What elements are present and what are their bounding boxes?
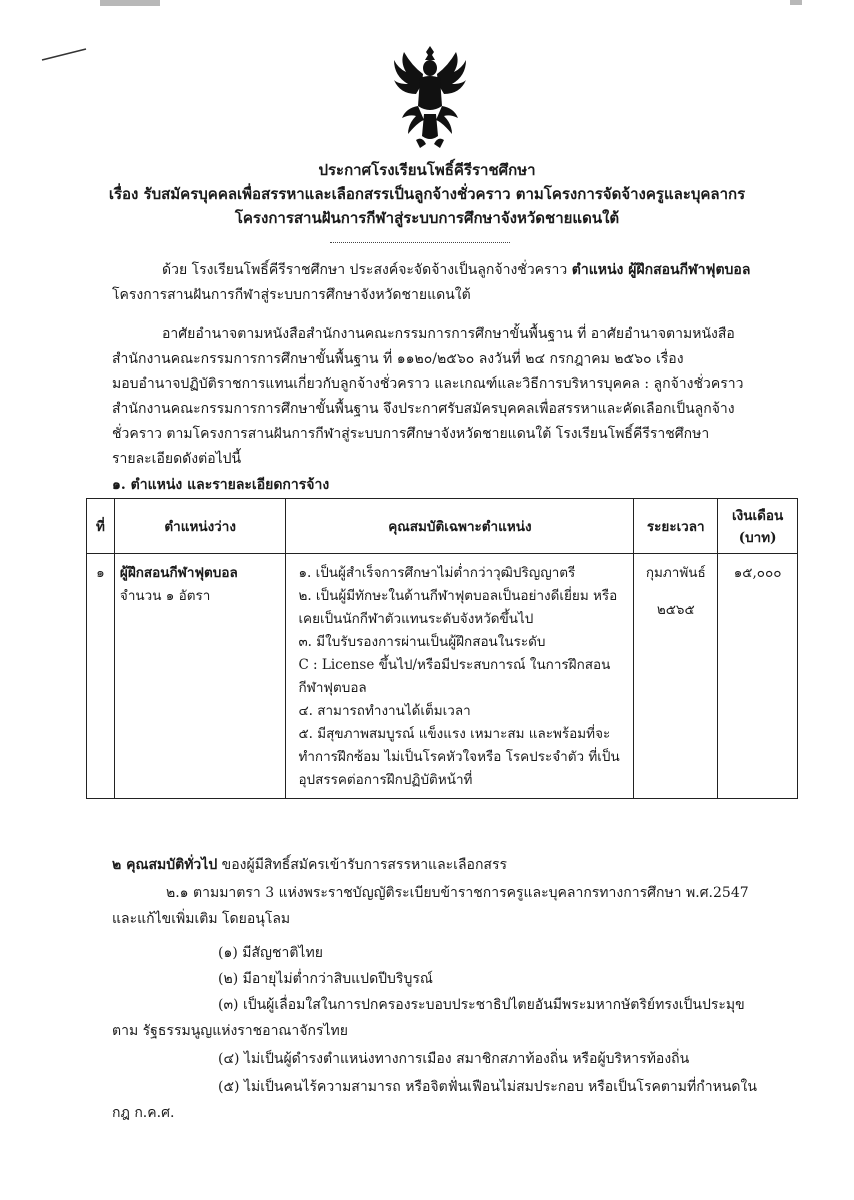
subject-line-1: เรื่อง รับสมัครบุคคลเพื่อสรรหาและเลือกสรรเป็นลูกจ้างชั่วคราว ตามโครงการจัดจ้างครูและบุคลากร — [108, 185, 746, 203]
general-item: (๓) เป็นผู้เลื่อมใสในการปกครองระบอบประชาธิปไตยอันมีพระมหากษัตริย์ทรงเป็นประมุข — [218, 997, 745, 1013]
header-period: ระยะเวลา — [634, 499, 718, 554]
header-qualification: คุณสมบัติเฉพาะตำแหน่ง — [286, 499, 634, 554]
authority-line: อาศัยอำนาจตามหนังสือสำนักงานคณะกรรมการการศึกษาขั้นพื้นฐาน ที่ อาศัยอำนาจตามหนังสือ — [162, 326, 735, 342]
general-item: (๕) ไม่เป็นคนไร้ความสามารถ หรือจิตฟั่นเฟือนไม่สมประกอบ หรือเป็นโรคตามที่กำหนดใน — [218, 1079, 757, 1095]
subject-line-2: โครงการสานฝันการกีฬาสู่ระบบการศึกษาจังหวัดชายแดนใต้ — [234, 209, 620, 227]
position-highlight: ตำแหน่ง ผู้ฝึกสอนกีฬาฟุตบอล — [571, 262, 751, 278]
authority-line: สำนักงานคณะกรรมการการศึกษาขั้นพื้นฐาน ที่ ๑๑๒๐/๒๕๖๐ ลงวันที่ ๒๔ กรกฎาคม ๒๕๖๐ เรื่อง — [112, 351, 684, 367]
general-item-continued: ตาม รัฐธรรมนูญแห่งราชอาณาจักรไทย — [112, 1023, 348, 1039]
header-salary-line1: เงินเดือน — [732, 508, 784, 524]
section-2-1-line-1: ๒.๑ ตามมาตรา 3 แห่งพระราชบัญญัติระเบียบข้าราชการครูและบุคลากรทางการศึกษา พ.ศ.2547 — [166, 885, 749, 901]
qualification-line: ๔. สามารถทำงานได้เต็มเวลา — [298, 703, 471, 719]
section-2-heading-rest: ของผู้มีสิทธิ์สมัครเข้ารับการสรรหาและเลือกสรร — [217, 857, 508, 873]
title-divider — [330, 242, 510, 243]
section-2-heading-bold: ๒ คุณสมบัติทั่วไป — [112, 857, 218, 873]
period-month: กุมภาพันธ์ — [645, 565, 706, 581]
intro-line-2: โครงการสานฝันการกีฬาสู่ระบบการศึกษาจังหวัดชายแดนใต้ — [112, 287, 471, 303]
row-salary: ๑๕,๐๐๐ — [718, 554, 798, 799]
positions-table — [86, 498, 798, 799]
scan-mark-top-right — [790, 0, 802, 5]
authority-line: สำนักงานคณะกรรมการการศึกษาขั้นพื้นฐาน จึงประกาศรับสมัครบุคคลเพื่อสรรหาและคัดเลือกเป็นลูกจ้าง — [112, 401, 735, 417]
header-no: ที่ — [87, 499, 115, 554]
garuda-emblem — [392, 44, 468, 152]
authority-line: ชั่วคราว ตามโครงการสานฝันการกีฬาสู่ระบบการศึกษาจังหวัดชายแดนใต้ โรงเรียนโพธิ์คีรีราชศึกษา — [112, 426, 710, 442]
general-item-continued: กฎ ก.ค.ศ. — [112, 1105, 175, 1121]
qualification-line: อุปสรรคต่อการฝึกปฏิบัติหน้าที่ — [298, 772, 473, 788]
section-1-heading: ๑. ตำแหน่ง และรายละเอียดการจ้าง — [112, 477, 330, 493]
section-2-1-line-2: และแก้ไขเพิ่มเติม โดยอนุโลม — [112, 911, 291, 927]
table-header-row — [87, 499, 798, 554]
qualification-line: ๑. เป็นผู้สำเร็จการศึกษาไม่ต่ำกว่าวุฒิปริญญาตรี — [298, 565, 576, 581]
qualification-line: ๓. มีใบรับรองการผ่านเป็นผู้ฝึกสอนในระดับ — [298, 634, 546, 650]
row-qualifications — [286, 554, 634, 799]
qualification-line: C : License ขึ้นไป/หรือมีประสบการณ์ ในการฝึกสอน — [298, 657, 611, 673]
period-year: ๒๕๖๕ — [656, 602, 695, 618]
general-item: (๔) ไม่เป็นผู้ดำรงตำแหน่งทางการเมือง สมาชิกสภาท้องถิ่น หรือผู้บริหารท้องถิ่น — [218, 1051, 690, 1067]
header-position: ตำแหน่งว่าง — [114, 499, 286, 554]
announcement-title: ประกาศโรงเรียนโพธิ์คีรีราชศึกษา — [318, 161, 536, 179]
header-salary — [718, 499, 798, 554]
qualification-line: ๕. มีสุขภาพสมบูรณ์ แข็งแรง เหมาะสม และพร้อมที่จะ — [298, 726, 611, 742]
row-period — [634, 554, 718, 799]
qualification-line: ทำการฝึกซ้อม ไม่เป็นโรคหัวใจหรือ โรคประจำตัว ที่เป็น — [298, 749, 620, 765]
position-count: จำนวน ๑ อัตรา — [119, 588, 211, 604]
header-salary-line2: (บาท) — [738, 530, 777, 546]
qualification-line: ๒. เป็นผู้มีทักษะในด้านกีฬาฟุตบอลเป็นอย่างดีเยี่ยม หรือ — [298, 588, 618, 604]
qualification-line: กีฬาฟุตบอล — [298, 680, 367, 696]
table-row — [87, 554, 798, 799]
row-no: ๑ — [87, 554, 115, 799]
intro-text-1a: ด้วย โรงเรียนโพธิ์คีรีราชศึกษา ประสงค์จะจัดจ้างเป็นลูกจ้างชั่วคราว — [162, 262, 572, 278]
general-item: (๒) มีอายุไม่ต่ำกว่าสิบแปดปีบริบูรณ์ — [218, 971, 433, 987]
section-2-heading — [112, 852, 507, 878]
intro-paragraph — [112, 258, 750, 308]
qualification-line: เคยเป็นนักกีฬาตัวแทนระดับจังหวัดขึ้นไป — [298, 611, 534, 627]
intro-line-1 — [112, 258, 750, 283]
scan-mark-top-left — [100, 0, 160, 6]
row-position — [114, 554, 286, 799]
general-item: (๑) มีสัญชาติไทย — [218, 945, 323, 961]
authority-line: รายละเอียดดังต่อไปนี้ — [112, 451, 242, 467]
position-name: ผู้ฝึกสอนกีฬาฟุตบอล — [119, 565, 238, 581]
authority-paragraph — [112, 322, 743, 472]
authority-line: มอบอำนาจปฏิบัติราชการแทนเกี่ยวกับลูกจ้างชั่วคราว และเกณฑ์และวิธีการบริหารบุคคล : ลูกจ้างชั่วคราว — [112, 376, 744, 392]
pen-stroke-mark — [40, 46, 90, 64]
